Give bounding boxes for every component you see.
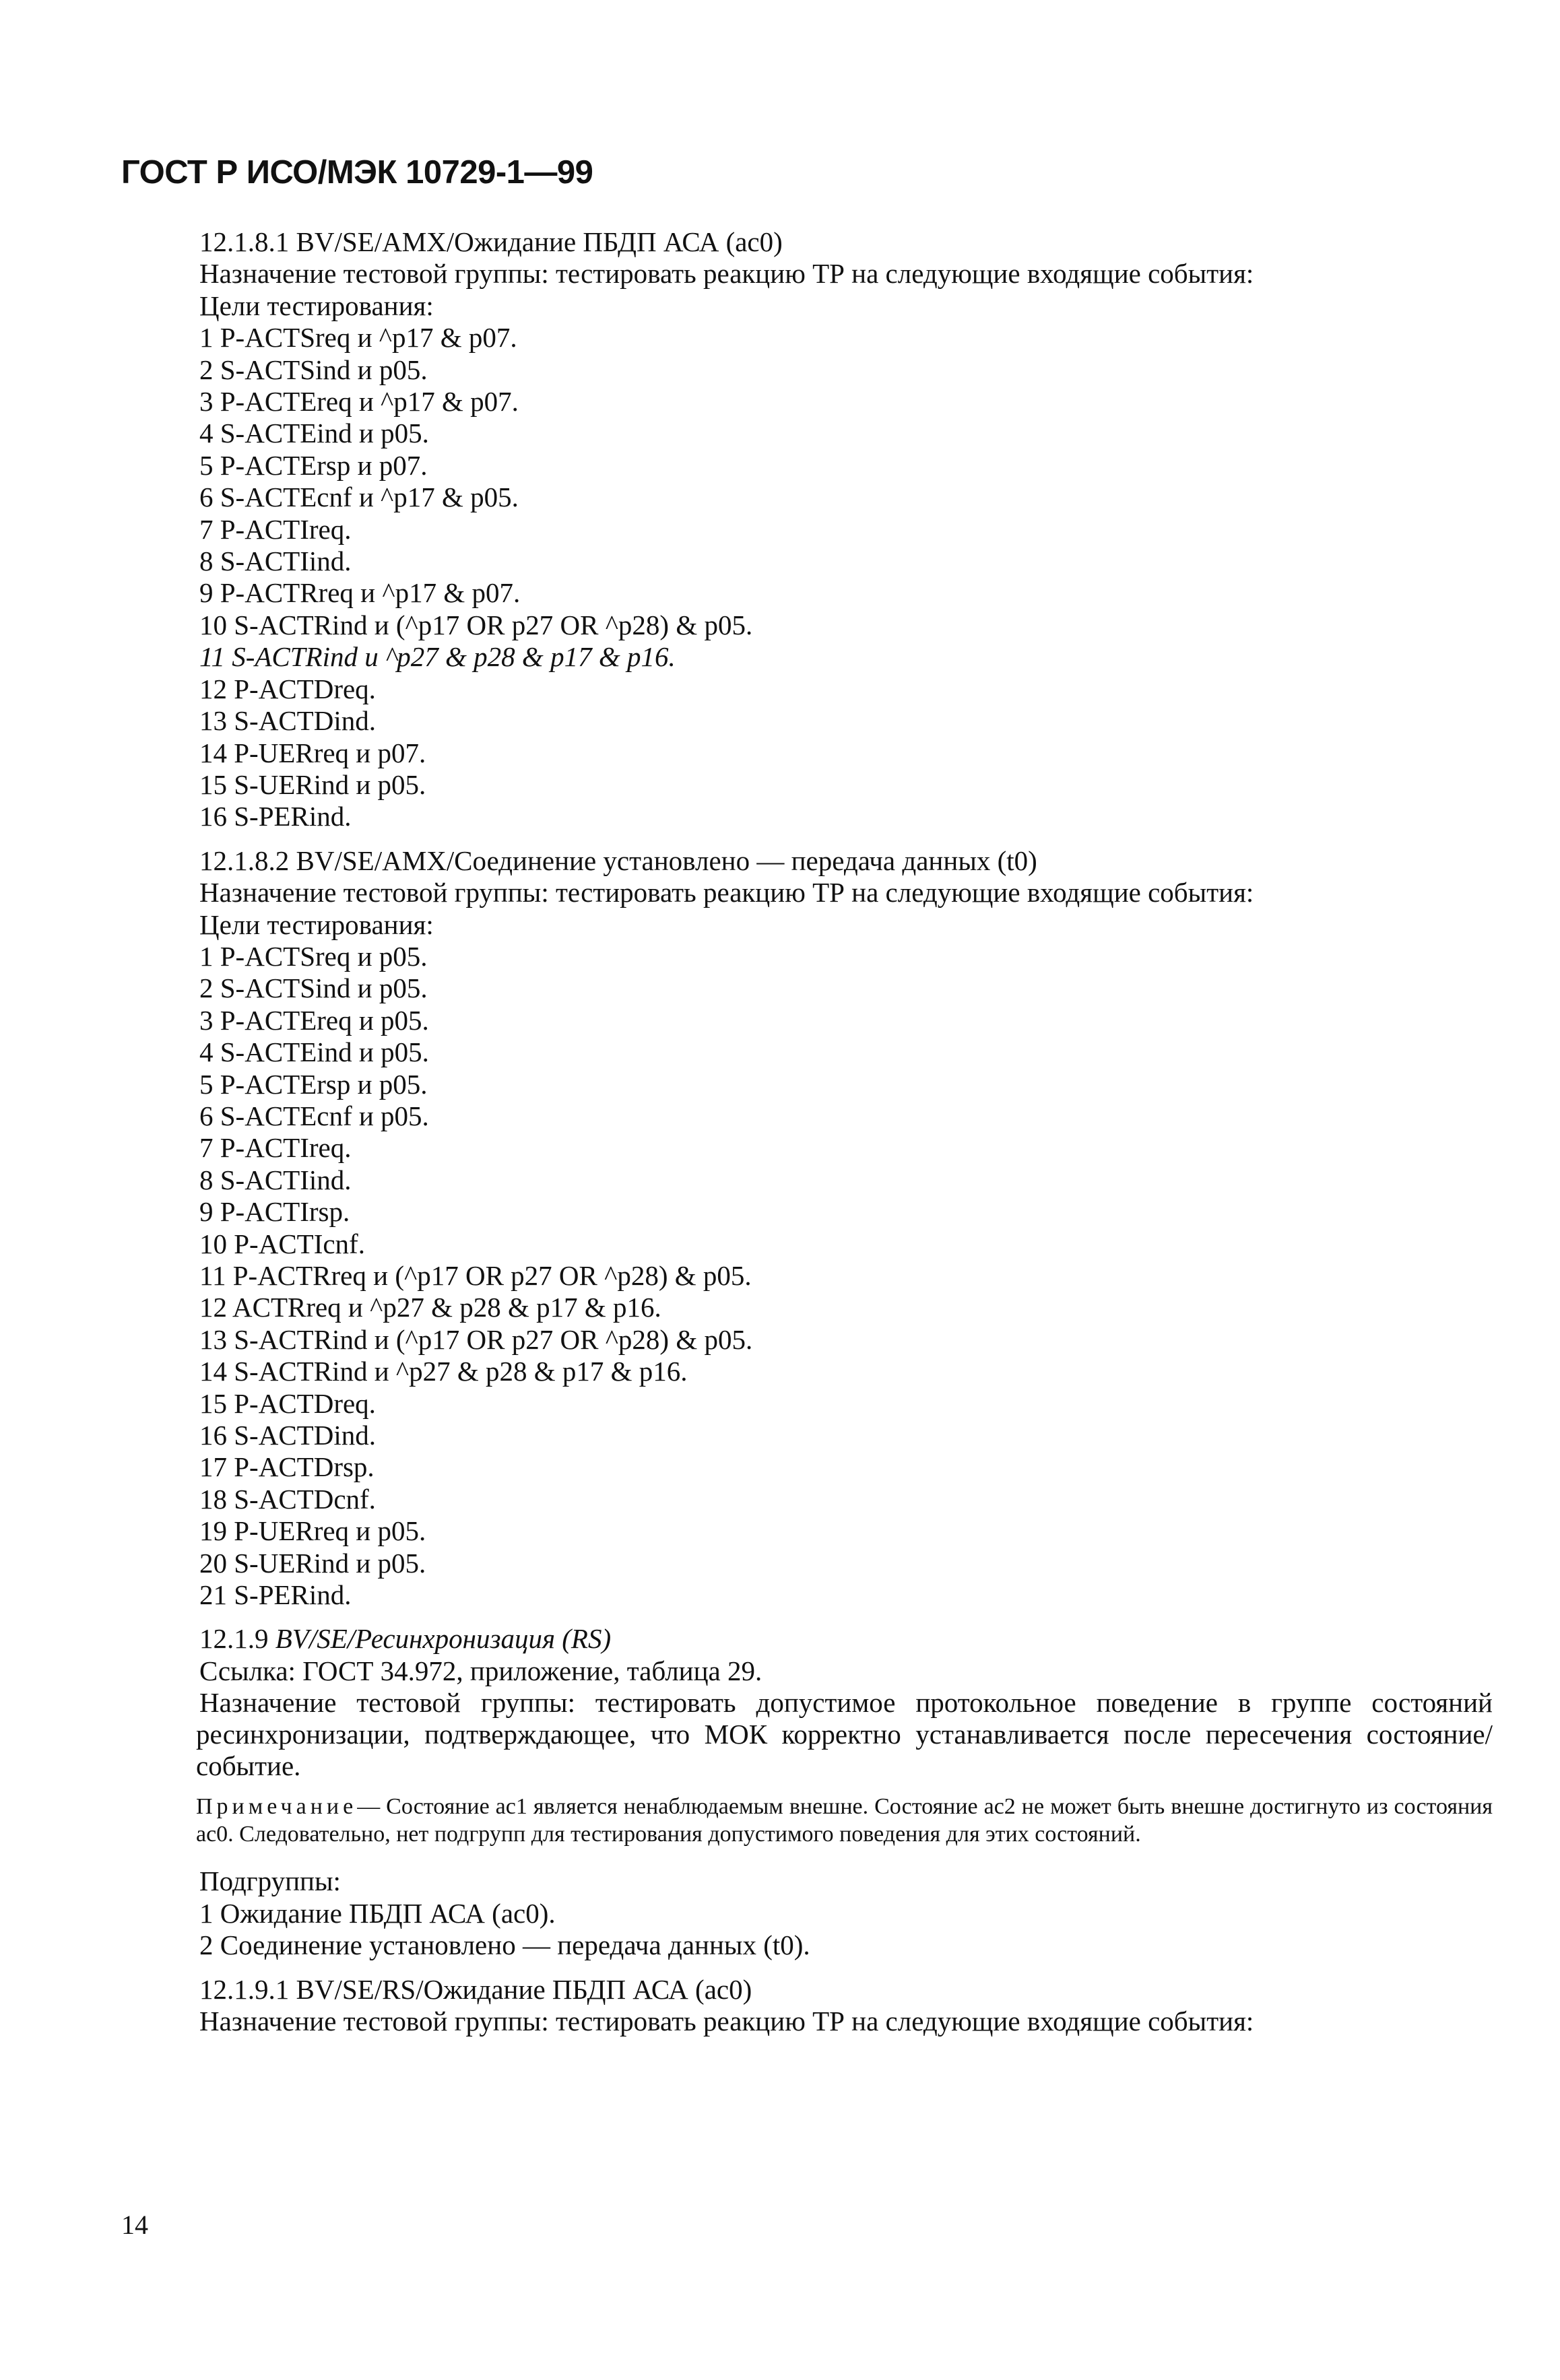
section-purpose: Назначение тестовой группы: тестировать реакцию ТР на следующие входящие события: (199, 2005, 1254, 2037)
list-item: 8 S-ACTIind. (199, 1164, 352, 1195)
list-item: 5 P-ACTErsp и p07. (199, 449, 428, 481)
list-item: 13 S-ACTRind и (^p17 OR p27 OR ^p28) & p05. (199, 1323, 753, 1355)
section-12-1-9-1 (199, 1974, 1493, 2038)
list-item: 19 P-UERreq и p05. (199, 1515, 426, 1547)
list-item: 12 ACTRreq и ^p27 & p28 & p17 & p16. (199, 1292, 661, 1323)
list-item: 2 Соединение установлено — передача данных (t0). (199, 1929, 810, 1961)
list-item: 17 P-ACTDrsp. (199, 1451, 375, 1483)
list-item: 1 Ожидание ПБДП АСА (ас0). (199, 1897, 556, 1929)
list-item: 6 S-ACTEcnf и ^p17 & p05. (199, 482, 519, 513)
list-item: 6 S-ACTEcnf и p05. (199, 1100, 429, 1131)
section-heading: 12.1.9.1 BV/SE/RS/Ожидание ПБДП АСА (ас0) (199, 1973, 752, 2005)
list-item: 13 S-ACTDind. (199, 705, 376, 737)
section-heading: 12.1.8.2 BV/SE/AMX/Соединение установлено — передача данных (t0) (199, 845, 1037, 876)
list-item: 14 P-UERreq и p07. (199, 737, 426, 768)
list-item: 15 P-ACTDreq. (199, 1387, 376, 1419)
list-item: 8 S-ACTIind. (199, 546, 352, 577)
list-item: 7 P-ACTIreq. (199, 513, 352, 545)
goals-label: Цели тестирования: (199, 290, 434, 321)
document-header: ГОСТ Р ИСО/МЭК 10729-1—99 (121, 154, 593, 191)
goals-list (199, 322, 1493, 833)
list-item: 9 P-ACTIrsp. (199, 1196, 350, 1228)
list-item: 14 S-ACTRind и ^p27 & p28 & p17 & p16. (199, 1356, 688, 1387)
list-item: 1 P-ACTSreq и p05. (199, 940, 428, 972)
section-purpose: Назначение тестовой группы: тестировать реакцию ТР на следующие входящие события: (199, 258, 1254, 290)
list-item: 4 S-ACTEind и p05. (199, 1036, 429, 1068)
section-12-1-9 (196, 1623, 1493, 1961)
list-item: 2 S-ACTSind и p05. (199, 354, 428, 385)
list-item: 16 S-PERind. (199, 801, 352, 832)
section-12-1-8-1 (199, 226, 1493, 833)
list-item: 18 S-ACTDcnf. (199, 1483, 376, 1515)
list-item: 3 P-ACTEreq и p05. (199, 1004, 429, 1036)
section-purpose: Назначение тестовой группы: тестировать реакцию ТР на следующие входящие события: (199, 877, 1254, 908)
document-body (196, 226, 1493, 2037)
list-item: 10 P-ACTIcnf. (199, 1228, 365, 1259)
list-item: 15 S-UERind и p05. (199, 768, 426, 800)
list-item: 12 P-ACTDreq. (199, 673, 376, 704)
list-item: 20 S-UERind и p05. (199, 1547, 426, 1579)
section-purpose-text: Назначение тестовой группы: тестировать допустимое протокольное поведение в группе состояний ресинхронизации, подтверждающее, что МОК корректно устанавливается после пересечения состояние/событие. (196, 1687, 1493, 1782)
list-item: 1 P-ACTSreq и ^p17 & p07. (199, 322, 517, 354)
list-item: 4 S-ACTEind и p05. (199, 418, 429, 449)
section-heading-title: BV/SE/Ресинхронизация (RS) (275, 1623, 612, 1655)
note (196, 1793, 1493, 1848)
list-item: 2 S-ACTSind и p05. (199, 972, 428, 1004)
goals-list (199, 941, 1493, 1612)
section-heading (199, 1623, 1493, 1655)
section-purpose (196, 1687, 1493, 1782)
list-item: 3 P-ACTEreq и ^p17 & p07. (199, 386, 519, 418)
page-number: 14 (121, 2210, 148, 2240)
section-reference: Ссылка: ГОСТ 34.972, приложение, таблица 29. (199, 1655, 762, 1686)
list-item: 9 P-ACTRreq и ^p17 & p07. (199, 577, 521, 609)
list-item: 7 P-ACTIreq. (199, 1132, 352, 1164)
list-item: 16 S-ACTDind. (199, 1420, 376, 1451)
section-heading-number: 12.1.9 (199, 1623, 269, 1655)
section-12-1-8-2 (199, 845, 1493, 1612)
goals-label: Цели тестирования: (199, 908, 434, 940)
list-item: 11 S-ACTRind и ^p27 & p28 & p17 & p16. (199, 641, 676, 673)
section-heading: 12.1.8.1 BV/SE/AMX/Ожидание ПБДП АСА (ас0) (199, 226, 783, 257)
note-text: — Состояние ас1 является ненаблюдаемым внешне. Состояние ас2 не может быть внешне достигнуто из состояния ас0. Следовательно, нет подгрупп для тестирования допустимого поведения для этих состояний. (196, 1794, 1493, 1847)
list-item: 21 S-PERind. (199, 1579, 352, 1611)
list-item: 10 S-ACTRind и (^p17 OR p27 OR ^p28) & p05. (199, 609, 753, 640)
list-item: 5 P-ACTErsp и p05. (199, 1068, 428, 1100)
subgroups (199, 1865, 1493, 1961)
list-item: 11 P-ACTRreq и (^p17 OR p27 OR ^p28) & p05. (199, 1260, 752, 1291)
note-label: Примечание (196, 1794, 358, 1820)
subgroups-label: Подгруппы: (199, 1865, 341, 1897)
